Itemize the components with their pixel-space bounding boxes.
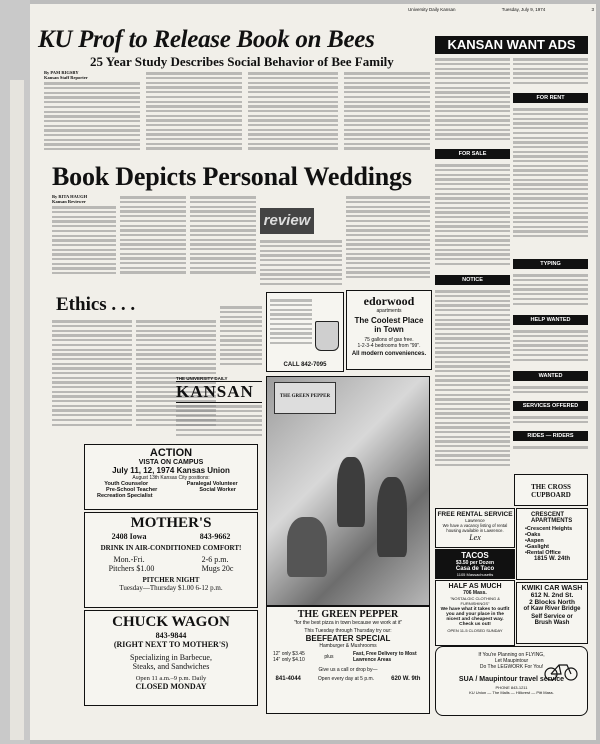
chuck-wagon-ad[interactable] <box>84 610 258 706</box>
gp-address: 620 W. 9th <box>391 676 421 682</box>
mothers-pitcher-night: PITCHER NIGHT <box>142 576 200 584</box>
ethics-headline: Ethics . . . <box>56 294 136 315</box>
travel-address: KU Union — The Malls — Hillcrest — Pitt Mass. <box>469 690 554 695</box>
cat-typing: TYPING <box>513 259 588 269</box>
travel-ad[interactable] <box>435 646 588 716</box>
chuck-hours: Open 11 a.m.–9 p.m. Daily <box>135 675 207 682</box>
bees-column-3 <box>248 70 338 158</box>
tacos-name: Casa de Taco <box>455 566 495 572</box>
tacos-price: $3.50 per Dozen <box>455 560 495 566</box>
edorwood-line3: 75 gallons of gas free. <box>364 337 414 343</box>
rental-line2: We have a vacancy listing of rental housing available in Lawrence. <box>442 523 508 533</box>
half-title: HALF AS MUCH <box>448 583 502 590</box>
crescent-f3: •Aspen <box>525 538 544 544</box>
kwiki-line4: Self Service or <box>531 614 573 620</box>
bicycle-icon <box>543 659 579 681</box>
mothers-hours: 2-6 p.m. <box>201 555 229 564</box>
half-desc: "NOSTALGIC CLOTHING & FURNISHINGS" <box>450 596 500 606</box>
action-pos5: Recreation Specialist <box>97 493 153 499</box>
mothers-title: MOTHER'S <box>130 515 212 531</box>
travel-line1: If You're Planning on FLYING, <box>478 652 545 658</box>
action-line3: August 13th Kansas City positions: <box>132 475 210 481</box>
mothers-line1: DRINK IN AIR-CONDITIONED COMFORT! <box>100 544 242 552</box>
action-pos2: Paralegal Volunteer <box>186 481 238 487</box>
crescent-ad[interactable] <box>516 508 588 580</box>
chuck-tagline: (RIGHT NEXT TO MOTHER'S) <box>113 640 229 649</box>
classifieds-section <box>435 56 588 506</box>
bees-staff: Kansan Staff Reporter <box>44 75 88 80</box>
kwiki-line5: Brush Wash <box>534 620 570 626</box>
gp-phone: 841-4044 <box>275 676 301 682</box>
bees-subhead: 25 Year Study Describes Social Behavior of Bee Family <box>90 54 394 69</box>
kwiki-line1: 612 N. 2nd St. <box>530 592 574 599</box>
ethics-column-3 <box>220 304 262 374</box>
action-title: ACTION <box>149 447 193 459</box>
header-date: Tuesday, July 9, 1974 <box>501 7 546 12</box>
mothers-phone: 843-9662 <box>199 532 231 541</box>
weddings-headline: Book Depicts Personal Weddings <box>52 162 412 191</box>
cupboard-name: THE CROSS CUPBOARD <box>531 483 571 499</box>
mothers-pitcher-night-details: Tuesday—Thursday $1.00 6-12 p.m. <box>119 584 223 592</box>
kwiki-line2: 2 Blocks North <box>529 599 575 606</box>
mothers-mugs: Mugs 20c <box>201 564 234 573</box>
edorwood-ad[interactable] <box>346 290 432 370</box>
half-text: We have what it takes to outfit you and your place in the nicest and cheapest way. Check us out! <box>440 607 510 627</box>
bees-column-1 <box>44 70 140 158</box>
drinks-phone: CALL 842-7095 <box>283 362 327 368</box>
classifieds-col-left <box>435 56 510 506</box>
free-rental-ad[interactable] <box>435 508 515 548</box>
green-pepper-ad[interactable] <box>266 606 430 714</box>
gp-title: THE GREEN PEPPER <box>297 609 399 620</box>
weddings-column-2 <box>120 194 186 282</box>
edorwood-name: edorwood <box>363 294 415 308</box>
kansan-masthead <box>176 376 262 440</box>
edorwood-sub: apartments <box>376 308 402 314</box>
cat-help-wanted: HELP WANTED <box>513 315 588 325</box>
mothers-address: 2408 Iowa <box>111 532 147 541</box>
half-address: 706 Mass. <box>463 590 487 596</box>
chuck-title: CHUCK WAGON <box>112 614 230 630</box>
action-ad[interactable] <box>84 444 258 510</box>
cat-rides: RIDES — RIDERS <box>513 431 588 441</box>
bees-column-2 <box>146 70 242 158</box>
gp-special: BEEFEATER SPECIAL <box>305 634 391 643</box>
page-header <box>408 7 594 12</box>
want-ads-header: KANSAN WANT ADS <box>435 36 588 54</box>
ethics-column-1 <box>52 318 132 438</box>
header-paper: University Daily Kansan <box>408 7 456 12</box>
scan-edge <box>0 0 30 744</box>
photo-sign <box>274 382 336 414</box>
gp-days: This Tuesday through Thursday try our: <box>304 628 392 634</box>
chuck-closed: CLOSED MONDAY <box>135 682 207 691</box>
gp-special-desc: Hamburger & Mushrooms <box>319 643 377 649</box>
action-pos1: Youth Counselor <box>104 481 149 487</box>
edorwood-line2: in Town <box>374 325 404 334</box>
cat-notice: NOTICE <box>435 275 510 285</box>
weddings-column-3 <box>190 194 256 282</box>
masthead-title: KANSAN <box>176 381 262 403</box>
crescent-address: 1815 W. 24th <box>533 556 571 562</box>
cat-for-sale: FOR SALE <box>435 149 510 159</box>
half-open: OPEN 11-5 CLOSED SUNDAY <box>447 628 503 633</box>
weddings-staff: Kansan Reviewer <box>52 199 86 204</box>
travel-brand: SUA / Maupintour travel service <box>458 676 565 683</box>
tacos-address: 1105 Massachusetts <box>456 572 494 577</box>
edorwood-line5: All modern conveniences. <box>351 351 427 357</box>
crescent-f2: •Oaks <box>525 532 541 538</box>
travel-line2: Let Maupintour <box>494 658 529 664</box>
chuck-line1: Specializing in Barbecue, <box>130 653 212 662</box>
gp-size1: 12" only $3.45 <box>273 651 305 657</box>
travel-line3: Do The LEGWORK For You! <box>479 664 544 670</box>
travel-phone: PHONE 843-1211 <box>495 685 528 690</box>
masthead-overline: THE UNIVERSITY DAILY <box>176 376 228 381</box>
tacos-title: TACOS <box>461 551 489 560</box>
photo-sign-text: THE GREEN PEPPER <box>279 394 331 399</box>
mothers-ad[interactable] <box>84 512 258 608</box>
rental-title: FREE RENTAL SERVICE <box>437 511 513 518</box>
weddings-column-1 <box>52 194 116 282</box>
drinks-ad[interactable] <box>266 292 344 372</box>
bees-column-4 <box>344 70 430 158</box>
mothers-pitchers: Pitchers $1.00 <box>108 564 155 573</box>
kwiki-title: KWIKI CAR WASH <box>521 585 583 592</box>
weddings-column-5 <box>346 194 430 288</box>
crescent-f5: •Rental Office <box>525 550 561 556</box>
tacos-ad[interactable] <box>435 549 515 579</box>
bees-headline: KU Prof to Release Book on Bees <box>38 26 375 53</box>
mothers-days: Mon.-Fri. <box>113 555 145 564</box>
action-pos4: Social Worker <box>199 487 236 493</box>
bees-byline: By PAM RIGSBY <box>44 70 79 75</box>
crescent-title: CRESCENT APARTMENTS <box>531 512 573 524</box>
scan-strip <box>10 80 24 740</box>
header-page: 3 <box>591 7 594 12</box>
cat-for-rent: FOR RENT <box>513 93 588 103</box>
gp-size2: 14" only $4.10 <box>273 657 305 663</box>
action-line1: VISTA ON CAMPUS <box>138 459 204 466</box>
cat-services: SERVICES OFFERED <box>513 401 588 411</box>
half-as-much-ad[interactable] <box>435 580 515 646</box>
mug-icon <box>315 321 339 351</box>
gp-free: Fast, Free Delivery to Most Lawrence Areas <box>353 651 417 663</box>
action-line2: July 11, 12, 1974 Kansas Union <box>112 466 230 475</box>
classifieds-col-right <box>513 56 588 506</box>
gp-hours: Open every day at 5 p.m. <box>317 676 375 682</box>
crescent-f1: •Crescent Heights <box>525 526 573 532</box>
review-tag: review <box>260 208 314 234</box>
gp-give: Give us a call or drop by— <box>318 667 378 673</box>
chuck-phone: 843-9844 <box>155 631 187 640</box>
kwiki-ad[interactable] <box>516 582 588 644</box>
edorwood-line1: The Coolest Place <box>354 316 424 325</box>
crescent-f4: •Gaslight <box>525 544 549 550</box>
action-pos3: Pre-School Teacher <box>106 487 158 493</box>
cat-wanted: WANTED <box>513 371 588 381</box>
chuck-line2: Steaks, and Sandwiches <box>132 662 210 671</box>
weddings-byline: By RITA HAUGH <box>52 194 88 199</box>
rental-line1: Lawrence <box>465 518 485 523</box>
weddings-column-4 <box>260 238 342 288</box>
rental-brand: Lex <box>469 533 481 542</box>
gp-plus: plus <box>324 654 334 660</box>
edorwood-line4: 1-2-3-4 bedrooms from "99". <box>357 343 421 349</box>
gp-tagline: "for the best pizza in town because we work at it" <box>293 620 403 626</box>
newspaper-page <box>30 4 596 740</box>
cross-cupboard-ad[interactable] <box>514 474 588 506</box>
kwiki-line3: of Kaw River Bridge <box>523 606 581 612</box>
